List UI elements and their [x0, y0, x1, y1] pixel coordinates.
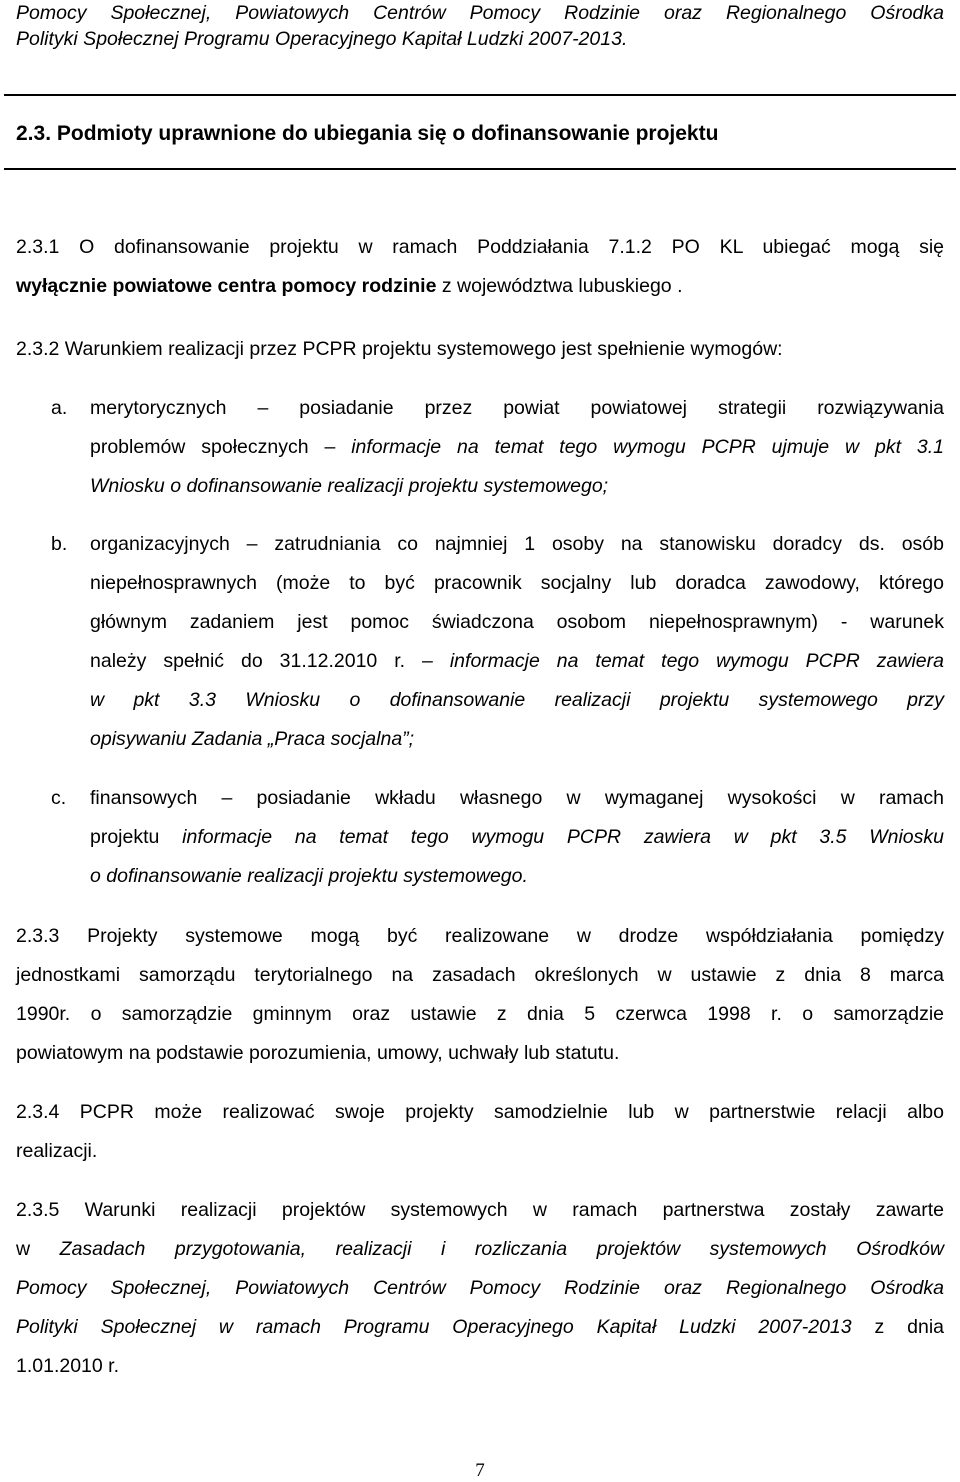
p3-line-3: 1990r. o samorządzie gminnym oraz ustawie z dnia 5 czerwca 1998 r. o samorządzie: [16, 1003, 944, 1025]
paragraph-2-3-1: [16, 228, 944, 306]
list-letter-c: c.: [51, 787, 67, 809]
item-c-line-2-plain: projektu: [90, 826, 183, 848]
p5-line-4-plain: z dnia: [851, 1316, 944, 1338]
list-letter-a: a.: [51, 397, 68, 419]
item-a-line-3: Wniosku o dofinansowanie realizacji projektu systemowego;: [90, 475, 609, 497]
p4-line-2: realizacji.: [16, 1140, 98, 1162]
list-item-b: [16, 525, 944, 759]
p1-bold-text: wyłącznie powiatowe centra pomocy rodzinie: [16, 275, 437, 297]
p2-line-1: 2.3.2 Warunkiem realizacji przez PCPR projektu systemowego jest spełnienie wymogów:: [16, 338, 783, 360]
header-line-2: Polityki Społecznej Programu Operacyjnego Kapitał Ludzki 2007-2013.: [16, 28, 628, 50]
item-b-line-4: [90, 642, 944, 681]
item-c-line-2-italic: informacje na temat tego wymogu PCPR zawiera w pkt 3.5 Wniosku: [182, 826, 945, 848]
p3-line-1: 2.3.3 Projekty systemowe mogą być realizowane w drodze współdziałania pomiędzy: [16, 925, 944, 947]
item-b-line-3: głównym zadaniem jest pomoc świadczona osobom niepełnosprawnym) - warunek: [90, 611, 944, 633]
item-b-line-4-plain: należy spełnić do 31.12.2010 r. –: [90, 650, 450, 672]
p1-line-2: [16, 267, 944, 306]
section-heading-box: [4, 94, 956, 170]
item-b-line-5: w pkt 3.3 Wniosku o dofinansowanie realizacji projektu systemowego przy: [90, 689, 944, 711]
p5-line-1: 2.3.5 Warunki realizacji projektów systemowych w ramach partnerstwa zostały zawarte: [16, 1199, 944, 1221]
section-title: 2.3. Podmioty uprawnione do ubiegania się o dofinansowanie projektu: [16, 122, 719, 145]
running-header: [16, 0, 944, 52]
page-number: 7: [475, 1460, 485, 1481]
list-item-a: [16, 389, 944, 506]
item-b-line-2: niepełnosprawnych (może to być pracownik socjalny lub doradca zawodowy, którego: [90, 572, 944, 594]
item-c-line-2: [90, 818, 944, 857]
paragraph-2-3-5: [16, 1191, 944, 1386]
item-a-line-2: [90, 428, 944, 467]
p5-line-2-italic: Zasadach przygotowania, realizacji i rozliczania projektów systemowych Ośrodków: [59, 1238, 945, 1260]
p4-line-1: 2.3.4 PCPR może realizować swoje projekty samodzielnie lub w partnerstwie relacji albo: [16, 1101, 944, 1123]
p5-line-4: [16, 1308, 944, 1347]
p1-line-1: 2.3.1 O dofinansowanie projektu w ramach Poddziałania 7.1.2 PO KL ubiegać mogą się: [16, 236, 944, 258]
paragraph-2-3-3: [16, 917, 944, 1073]
p3-line-4: powiatowym na podstawie porozumienia, umowy, uchwały lub statutu.: [16, 1042, 620, 1064]
p5-line-2-plain: w: [16, 1238, 60, 1260]
item-a-line-2-italic: informacje na temat tego wymogu PCPR ujmuje w pkt 3.1: [351, 436, 944, 458]
paragraph-2-3-2: [16, 330, 944, 369]
item-c-line-1: finansowych – posiadanie wkładu własnego w wymaganej wysokości w ramach: [90, 787, 944, 809]
p1-rest-text: z województwa lubuskiego .: [436, 275, 683, 297]
list-letter-b: b.: [51, 533, 68, 555]
paragraph-2-3-4: [16, 1093, 944, 1171]
p5-line-2: [16, 1230, 944, 1269]
p5-line-5: 1.01.2010 r.: [16, 1355, 120, 1377]
item-a-line-1: merytorycznych – posiadanie przez powiat powiatowej strategii rozwiązywania: [90, 397, 944, 419]
item-c-line-3: o dofinansowanie realizacji projektu systemowego.: [90, 865, 528, 887]
p5-line-4-italic: Polityki Społecznej w ramach Programu Operacyjnego Kapitał Ludzki 2007-2013: [16, 1316, 852, 1338]
item-b-line-6: opisywaniu Zadania „Praca socjalna”;: [90, 728, 415, 750]
item-a-line-2-plain: problemów społecznych –: [90, 436, 352, 458]
header-line-1: Pomocy Społecznej, Powiatowych Centrów Pomocy Rodzinie oraz Regionalnego Ośrodka: [16, 2, 944, 24]
p3-line-2: jednostkami samorządu terytorialnego na zasadach określonych w ustawie z dnia 8 marca: [16, 964, 944, 986]
item-b-line-1: organizacyjnych – zatrudniania co najmniej 1 osoby na stanowisku doradcy ds. osób: [90, 533, 944, 555]
list-item-c: [16, 779, 944, 896]
p5-line-3: Pomocy Społecznej, Powiatowych Centrów Pomocy Rodzinie oraz Regionalnego Ośrodka: [16, 1277, 944, 1299]
item-b-line-4-italic: informacje na temat tego wymogu PCPR zawiera: [449, 650, 944, 672]
